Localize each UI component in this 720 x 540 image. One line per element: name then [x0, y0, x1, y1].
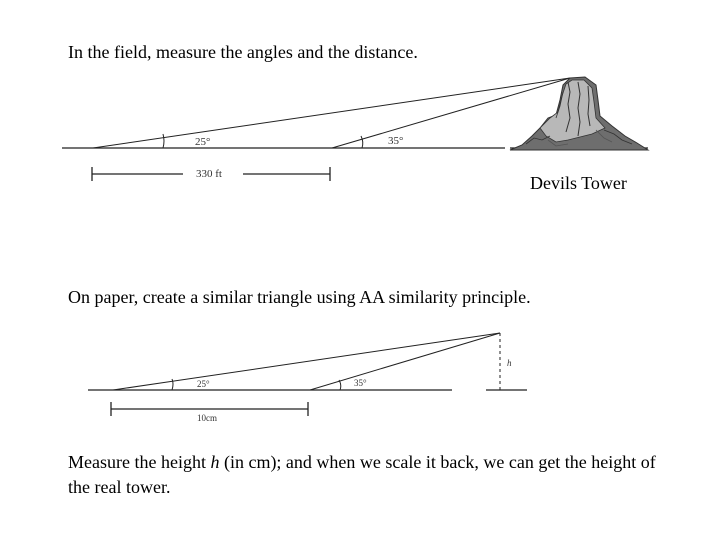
step-3-instruction [68, 450, 668, 500]
paper-angle-far-label: 35° [354, 378, 367, 388]
step-3-text-pre: Measure the height [68, 452, 211, 472]
field-angle-arc-far [361, 136, 363, 148]
step-3-height-var: h [210, 452, 220, 472]
field-angle-far-label: 35° [388, 135, 404, 147]
devils-tower-illustration [510, 77, 648, 150]
paper-angle-arc-near [172, 379, 173, 390]
field-angle-arc-near [163, 134, 164, 148]
paper-sight-line-near [113, 333, 500, 390]
step-3-text-post: (in cm); and when we scale it back, we can get the height of the real tower. [68, 452, 656, 497]
field-diagram [62, 77, 648, 181]
field-distance-label: 330 ft [196, 168, 222, 180]
field-angle-near-label: 25° [195, 136, 211, 148]
tower-label: Devils Tower [530, 173, 627, 193]
paper-distance-label: 10cm [197, 413, 217, 423]
field-sight-line-near [93, 78, 570, 148]
step-1-instruction: In the field, measure the angles and the distance. [68, 42, 418, 62]
paper-angle-arc-far [339, 380, 341, 390]
paper-sight-line-far [310, 333, 500, 390]
paper-diagram [88, 333, 527, 423]
step-2-instruction: On paper, create a similar triangle using AA similarity principle. [68, 287, 531, 307]
paper-height-label: h [507, 358, 512, 368]
paper-angle-near-label: 25° [197, 379, 210, 389]
